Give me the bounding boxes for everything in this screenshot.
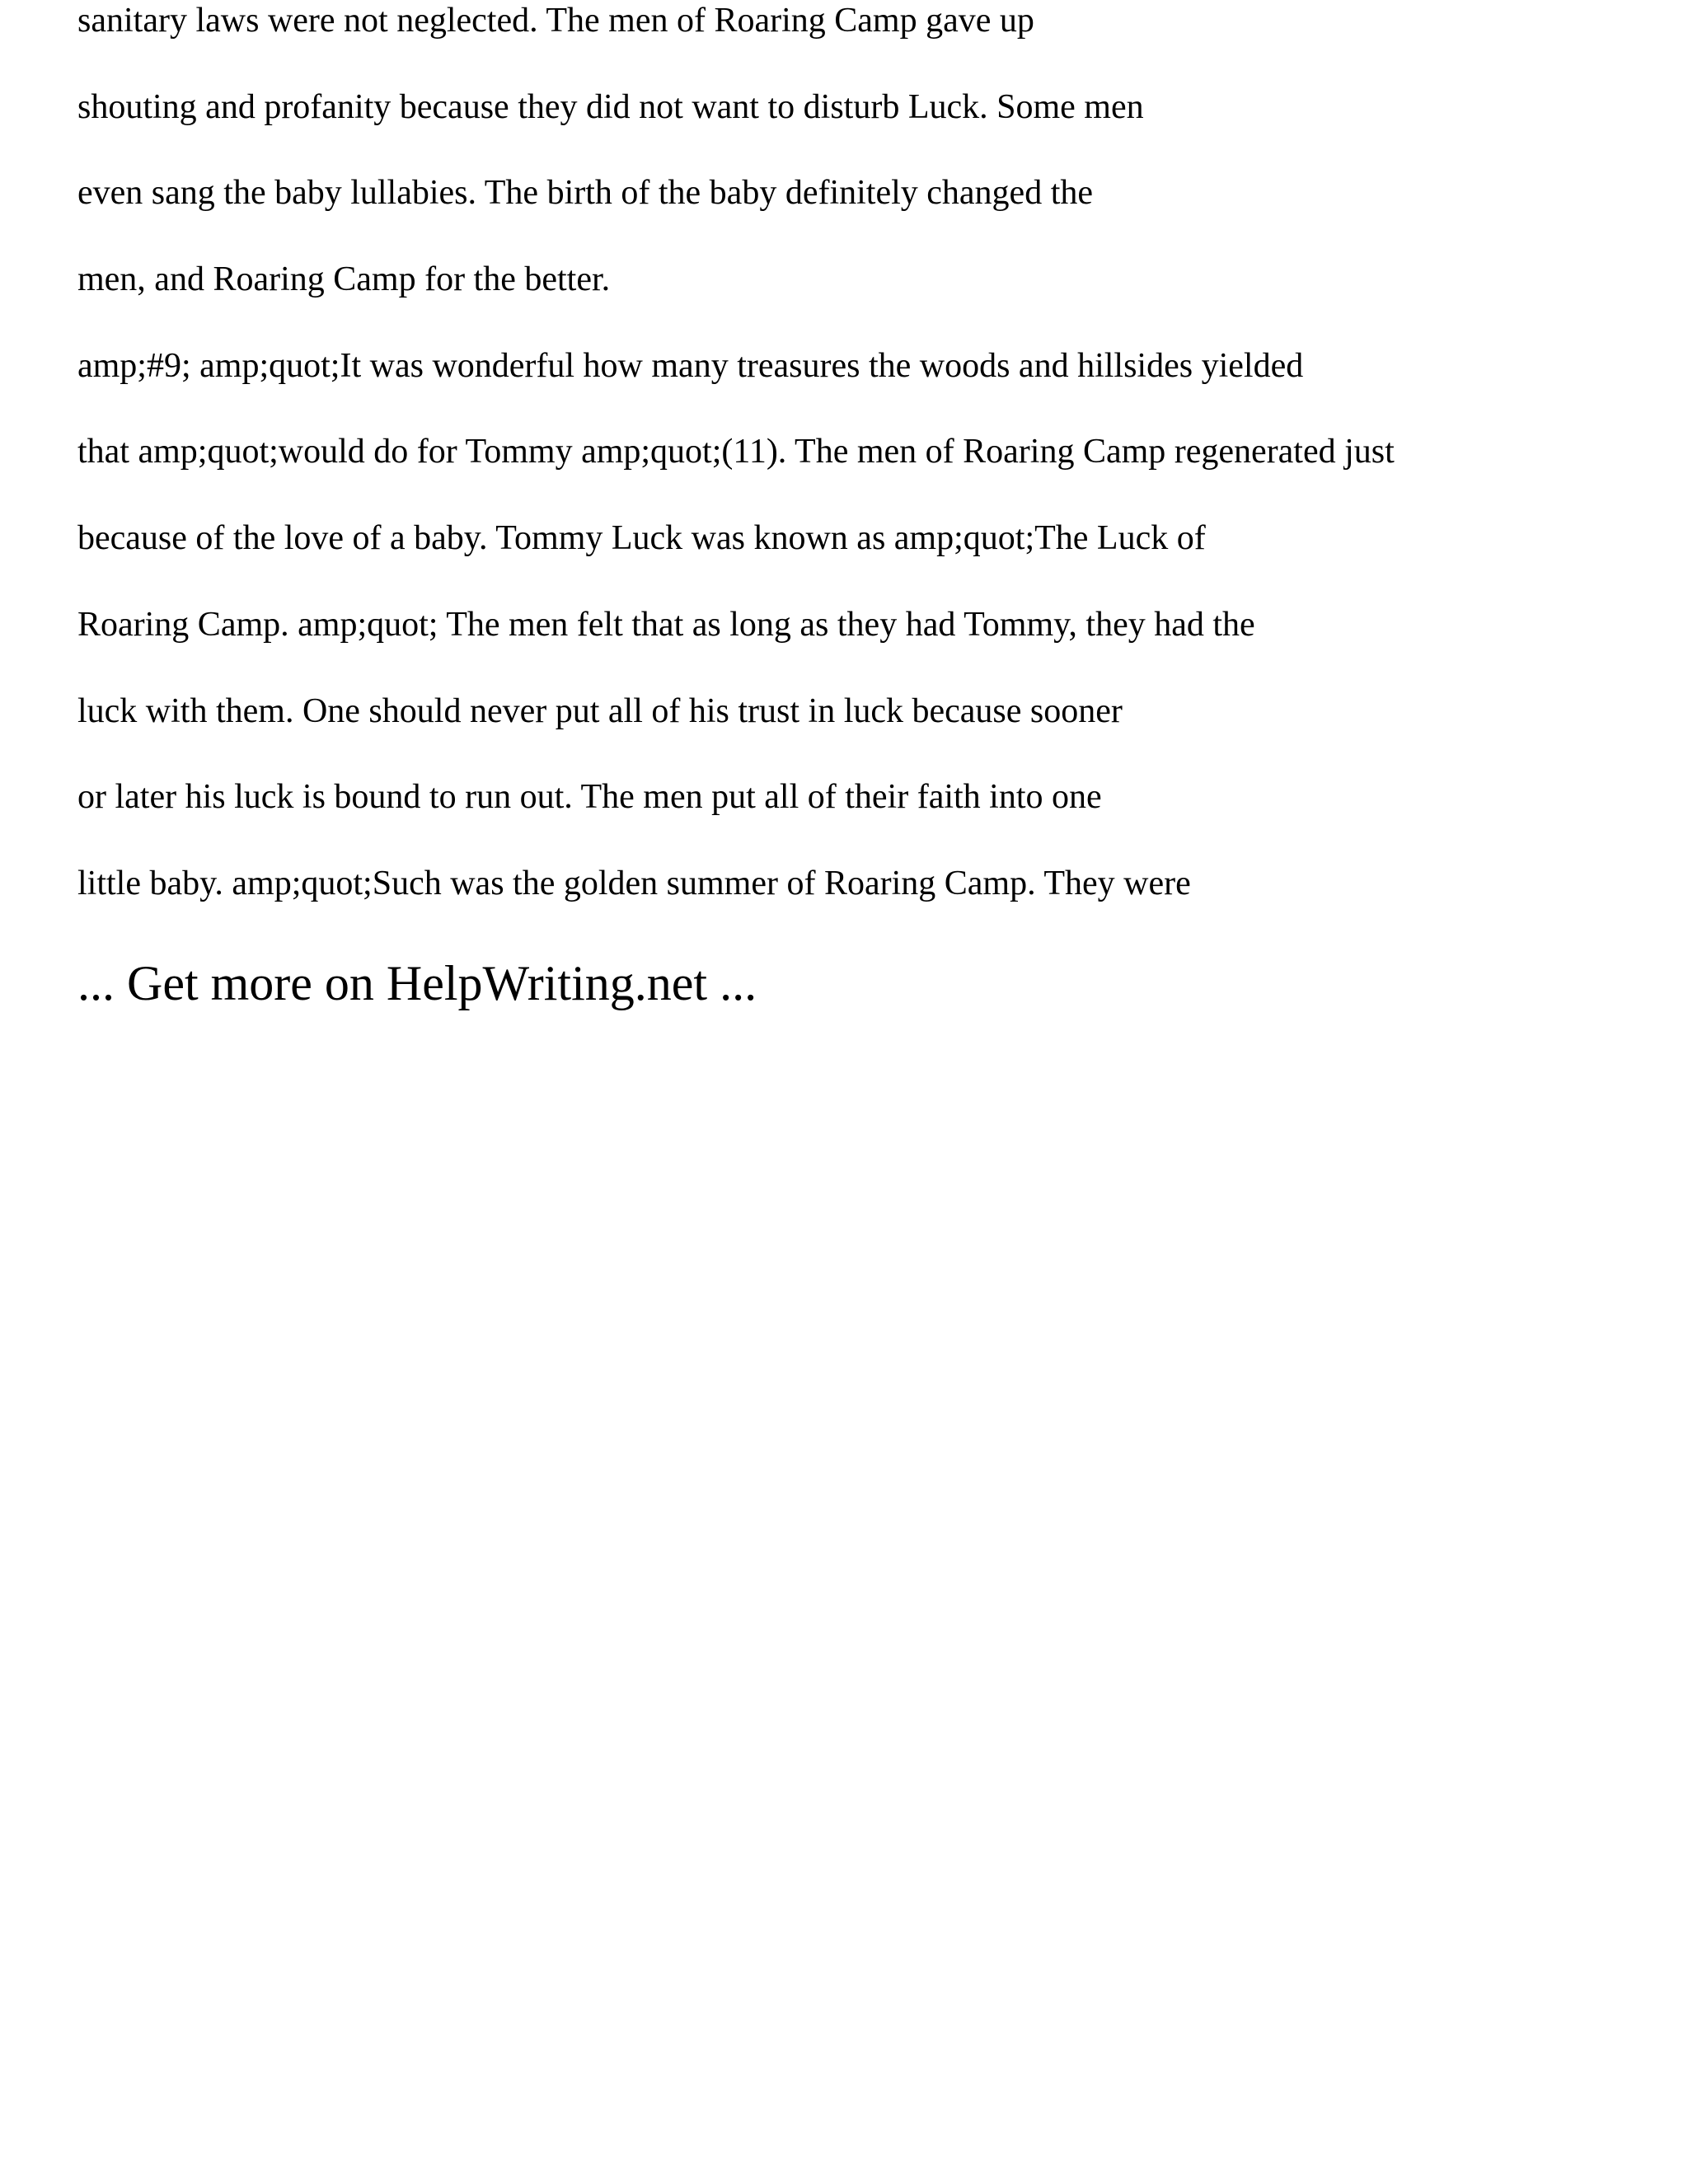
- essay-line: that amp;quot;would do for Tommy amp;quot;(11). The men of Roaring Camp regenerated just: [77, 433, 1395, 471]
- essay-line: because of the love of a baby. Tommy Luck was known as amp;quot;The Luck of: [77, 519, 1206, 558]
- essay-body: [77, 0, 1643, 949]
- essay-line: even sang the baby lullabies. The birth of the baby definitely changed the: [77, 174, 1094, 213]
- essay-line: luck with them. One should never put all of his trust in luck because sooner: [77, 691, 1123, 730]
- essay-line: or later his luck is bound to run out. The men put all of their faith into one: [77, 778, 1102, 817]
- essay-line: amp;#9; amp;quot;It was wonderful how many treasures the woods and hillsides yielded: [77, 346, 1304, 385]
- get-more-link[interactable]: ... Get more on HelpWriting.net ...: [77, 956, 757, 1010]
- essay-line: men, and Roaring Camp for the better.: [77, 260, 611, 299]
- essay-line: shouting and profanity because they did not want to disturb Luck. Some men: [77, 87, 1144, 126]
- essay-line: little baby. amp;quot;Such was the golden summer of Roaring Camp. They were: [77, 864, 1191, 902]
- essay-line: sanitary laws were not neglected. The men of Roaring Camp gave up: [77, 2, 1034, 40]
- essay-line: Roaring Camp. amp;quot; The men felt that as long as they had Tommy, they had the: [77, 605, 1255, 644]
